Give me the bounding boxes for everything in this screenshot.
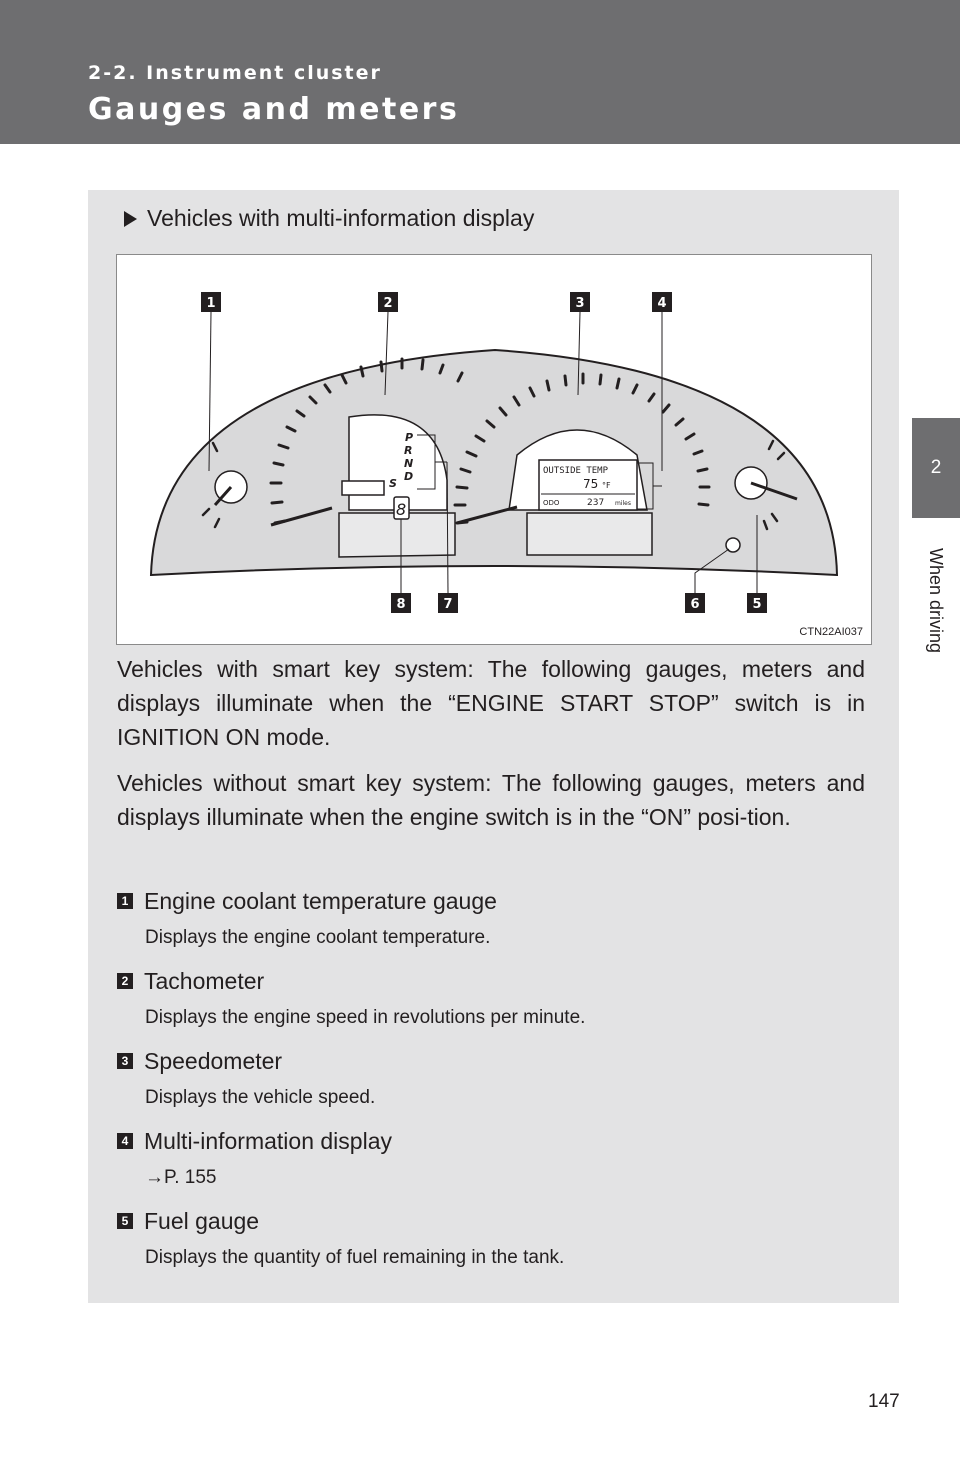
callout-8: 8	[396, 597, 406, 612]
chapter-number: 2	[930, 457, 942, 478]
number-badge: 5	[117, 1213, 133, 1229]
chapter-label-container	[923, 530, 949, 670]
display-temp: 75	[583, 477, 599, 491]
list-item	[117, 1126, 877, 1190]
figure-code: CTN22AI037	[799, 626, 863, 638]
callout-1: 1	[206, 296, 216, 311]
shift-d: D	[404, 470, 414, 483]
gear-digit: 8	[396, 500, 407, 519]
callout-4: 4	[657, 296, 667, 311]
display-odo-value: 237	[587, 498, 605, 508]
paragraph-smart-key: Vehicles with smart key system: The following gauges, meters and displays illuminate when the “ENGINE START STOP” switch is in IGNITION ON mode.	[117, 656, 865, 750]
callout-7: 7	[443, 597, 453, 612]
shift-p: P	[405, 431, 414, 444]
item-title: Speedometer	[144, 1048, 283, 1074]
item-title: Engine coolant temperature gauge	[144, 888, 497, 914]
callout-2: 2	[383, 296, 393, 311]
item-description: Displays the vehicle speed.	[145, 1087, 376, 1108]
page-number: 147	[868, 1391, 900, 1412]
chapter-tab[interactable]	[912, 418, 960, 518]
paragraph-no-smart-key: Vehicles without smart key system: The following gauges, meters and displays illuminate when the engine switch is in the “ON” posi-tion.	[117, 770, 865, 830]
number-badge: 1	[117, 893, 133, 909]
triangle-bullet-icon	[124, 211, 137, 227]
page-reference-link[interactable]: →P. 155	[145, 1167, 217, 1188]
list-item	[117, 1046, 877, 1110]
callout-3: 3	[575, 296, 585, 311]
list-item	[117, 886, 877, 950]
list-item	[117, 1206, 877, 1270]
variant-heading-text: Vehicles with multi-information display	[147, 205, 535, 231]
display-odo-unit: miles	[615, 500, 631, 507]
display-odo-label: ODO	[543, 499, 560, 507]
display-temp-unit: °F	[602, 481, 611, 490]
chapter-label: When driving	[926, 547, 947, 653]
callout-5: 5	[752, 597, 762, 612]
section-label: 2-2. Instrument cluster	[88, 62, 382, 84]
shift-r: R	[404, 444, 413, 457]
item-description: Displays the engine coolant temperature.	[145, 927, 491, 948]
multi-information-display	[539, 460, 637, 510]
number-badge: 2	[117, 973, 133, 989]
shift-slot	[342, 481, 384, 495]
item-description: Displays the quantity of fuel remaining in the tank.	[145, 1247, 565, 1268]
shift-s: S	[389, 477, 397, 490]
display-label: OUTSIDE TEMP	[543, 466, 609, 476]
number-badge: 4	[117, 1133, 133, 1149]
instrument-cluster-figure	[116, 254, 872, 645]
shift-n: N	[404, 457, 414, 470]
item-title: Tachometer	[144, 968, 265, 994]
page-title: Gauges and meters	[88, 92, 460, 127]
item-title: Fuel gauge	[144, 1208, 260, 1234]
instrument-cluster-illustration	[117, 255, 873, 646]
number-badge: 3	[117, 1053, 133, 1069]
item-description: Displays the engine speed in revolutions per minute.	[145, 1007, 586, 1028]
variant-heading	[120, 205, 534, 232]
list-item	[117, 966, 877, 1030]
item-title: Multi-information display	[144, 1128, 392, 1154]
callout-6: 6	[690, 597, 700, 612]
